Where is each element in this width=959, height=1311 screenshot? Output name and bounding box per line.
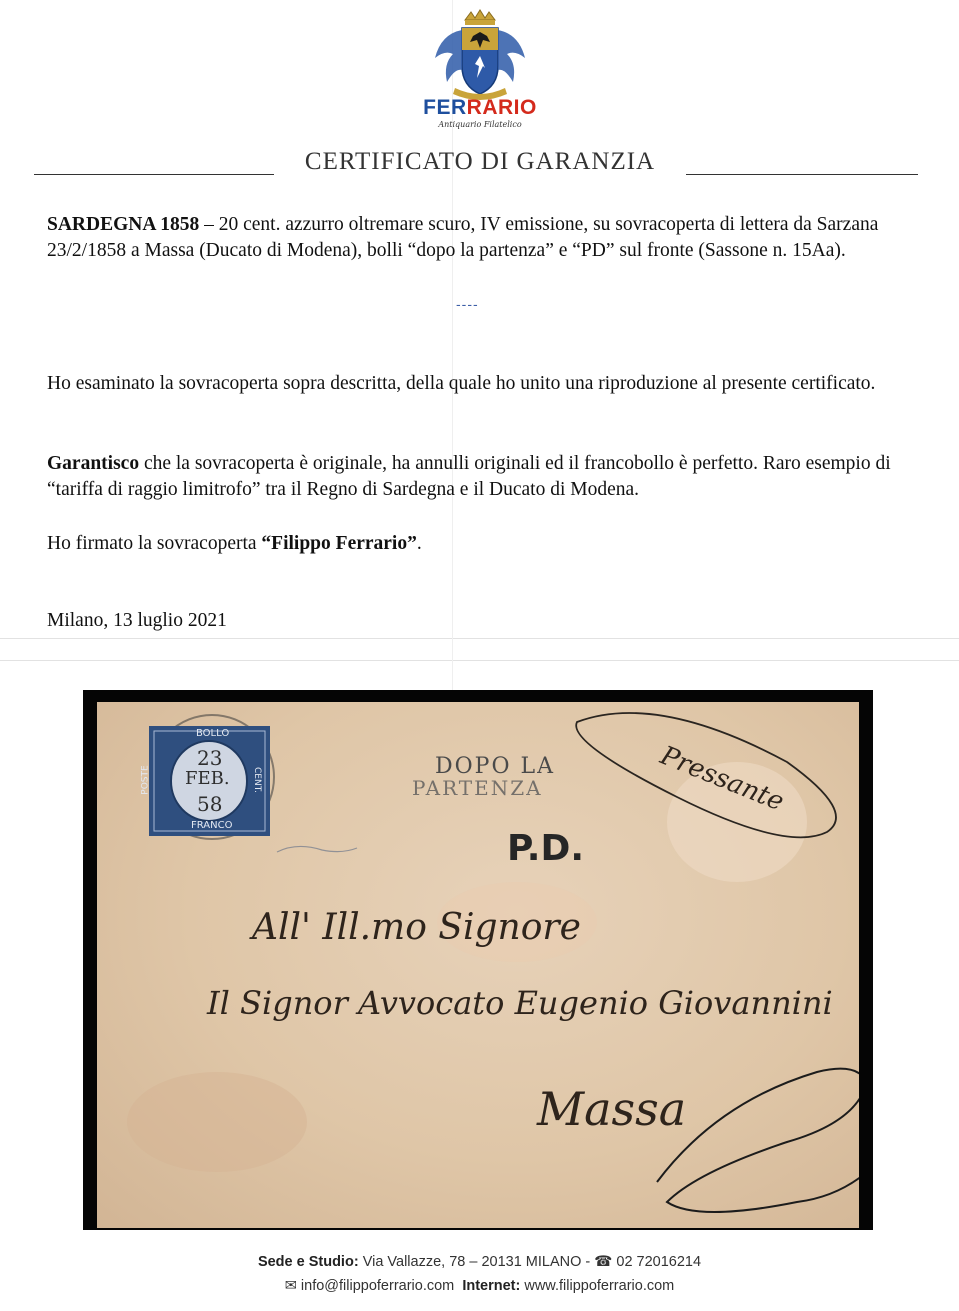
signer-name: “Filippo Ferrario” (261, 533, 417, 554)
stamp-description (47, 212, 927, 264)
guarantee-text: che la sovracoperta è originale, ha annulli originali ed il francobollo è perfetto. Raro esempio di “tariffa di raggio limitrofo” tra il Regno di Sardegna e il Ducato di Modena. (47, 453, 891, 500)
address-line-3: Massa (537, 1082, 687, 1136)
description-text: – 20 cent. azzurro oltremare scuro, IV emissione, su sovracoperta di lettera da Sarzana 23/2/1858 a Massa (Ducato di Modena), bolli “dopo la partenza” e “PD” sul fronte (Sassone n. 15Aa). (47, 214, 879, 261)
email-link[interactable]: info@filippoferrario.com (300, 1278, 455, 1294)
urgent-note: Pressante (656, 740, 788, 818)
guarantee-paragraph (47, 451, 927, 503)
stamp-label-top: BOLLO (196, 728, 230, 739)
studio-label: Sede e Studio: (257, 1254, 359, 1270)
scan-fold-line (0, 638, 959, 639)
dopo-la-partenza-mark: DOPO LA (435, 754, 556, 779)
footer-contacts (0, 1278, 959, 1294)
website-link[interactable]: www.filippoferrario.com (524, 1278, 675, 1294)
phone-number: 02 72016214 (616, 1254, 702, 1270)
guarantee-lead: Garantisco (47, 453, 140, 474)
internet-label: Internet: (462, 1278, 521, 1294)
brand-subtitle: Antiquario Filatelico (438, 120, 522, 129)
studio-address: Via Vallazze, 78 – 20131 MILANO (362, 1254, 582, 1270)
brand-name: FERRARIO (423, 96, 537, 119)
cancel-day: 23 (197, 746, 223, 770)
title-rule-left (34, 174, 274, 175)
stamp-label-bottom: FRANCO (191, 820, 233, 831)
phone-icon: ☎ (594, 1254, 613, 1270)
description-lead: SARDEGNA 1858 (47, 214, 200, 235)
stamp-label-left: POSTE (140, 765, 151, 795)
cancel-year: 58 (197, 792, 223, 816)
place-and-date: Milano, 13 luglio 2021 (47, 610, 227, 631)
scan-fold-line (0, 660, 959, 661)
email-icon: ✉ (284, 1278, 297, 1294)
address-line-1: All' Ill.mo Signore (252, 907, 581, 948)
pd-mark: P.D. (507, 828, 585, 869)
title-rule-right (686, 174, 918, 175)
cover-photo (97, 702, 859, 1228)
dopo-la-partenza-mark-2: PARTENZA (412, 776, 543, 800)
footer-address: Sede e Studio: Via Vallazze, 78 – 20131 MILANO - ☎ 02 72016214 (257, 1254, 702, 1270)
certificate-title: CERTIFICATO DI GARANZIA (304, 148, 656, 175)
signature-paragraph: Ho firmato la sovracoperta “Filippo Ferrario”. (47, 533, 422, 554)
separator-dashes: ---- (456, 296, 479, 312)
address-line-2: Il Signor Avvocato Eugenio Giovannini (207, 984, 833, 1022)
cancel-month: FEB. (185, 768, 230, 789)
stamp-label-right: CENT. (252, 767, 262, 793)
examined-paragraph: Ho esaminato la sovracoperta sopra descritta, della quale ho unito una riproduzione al presente certificato. (47, 373, 876, 394)
